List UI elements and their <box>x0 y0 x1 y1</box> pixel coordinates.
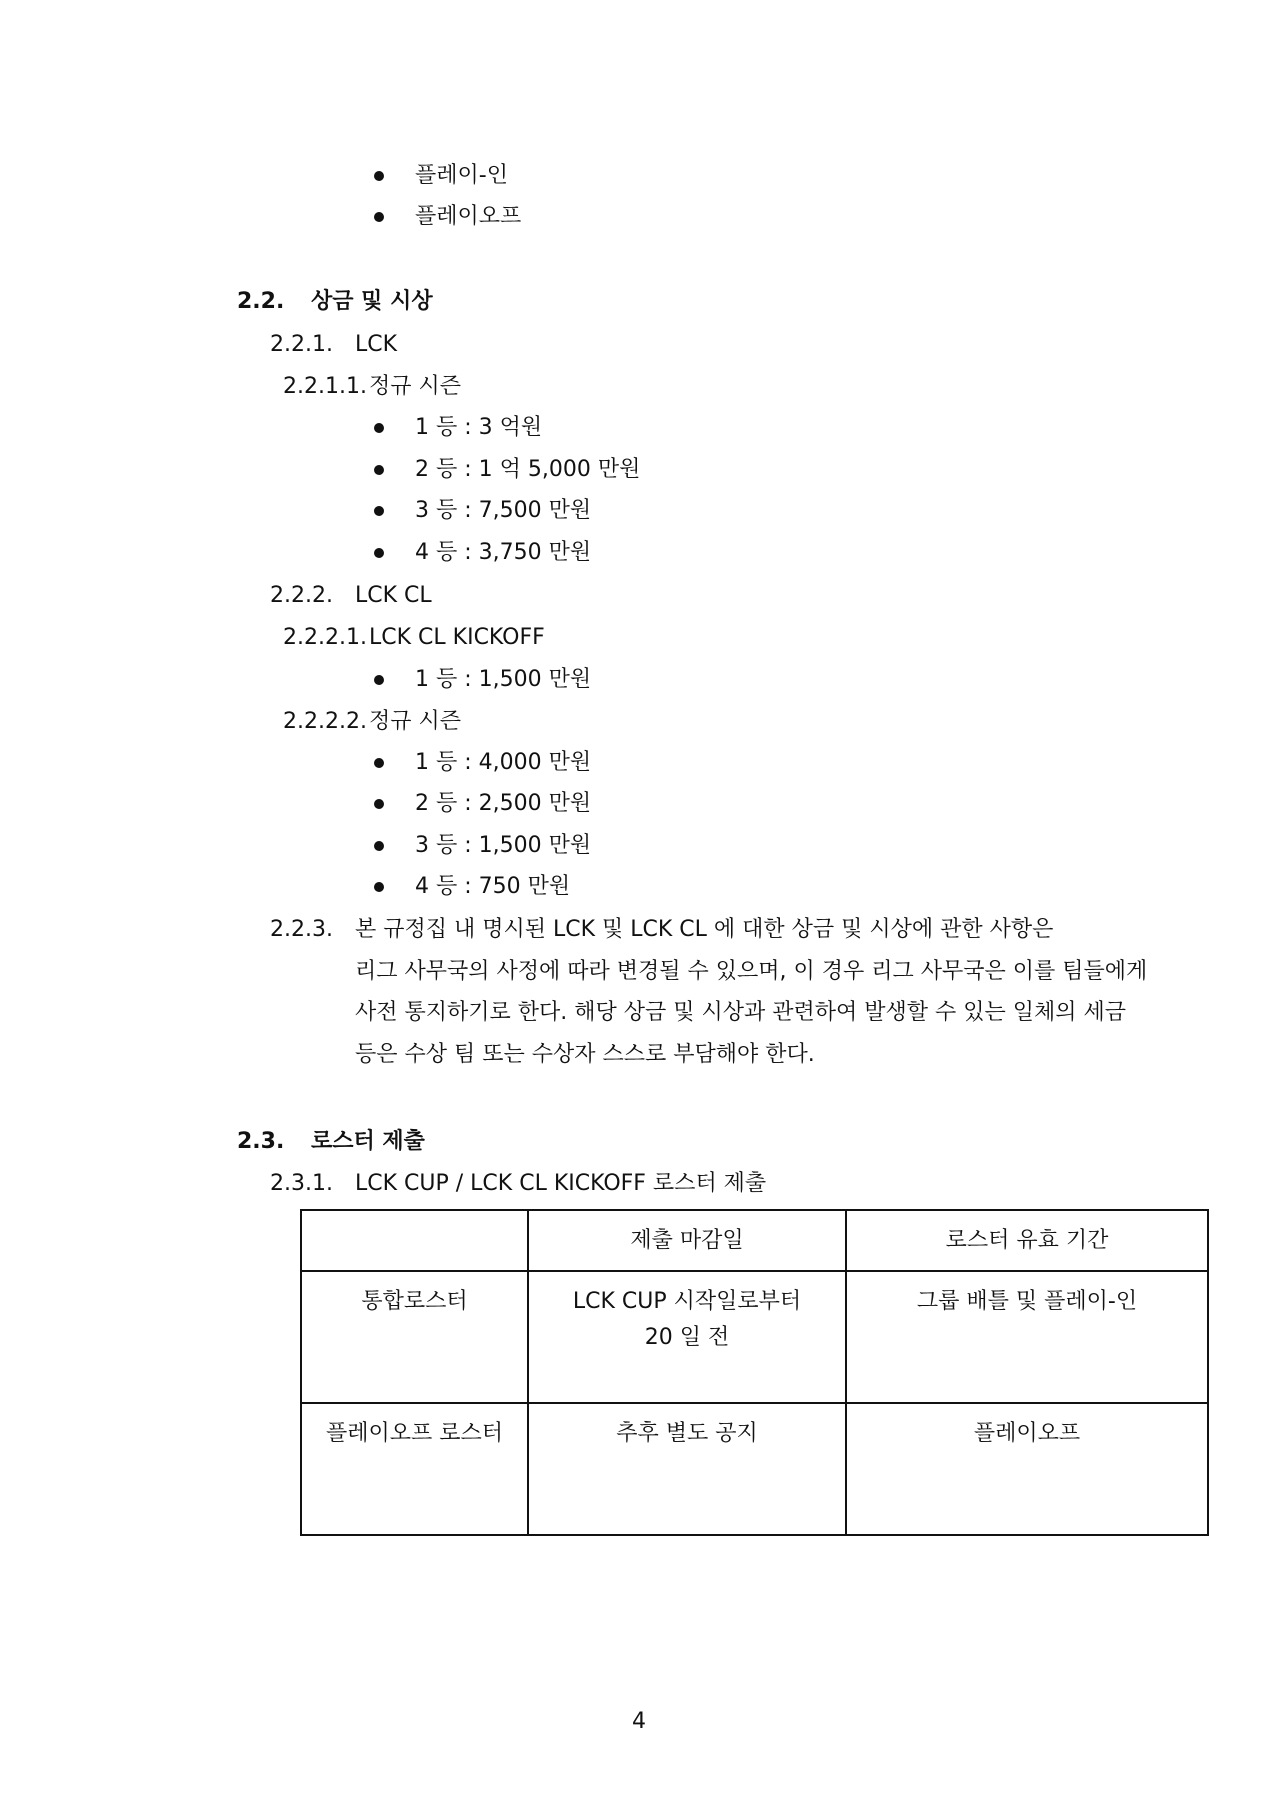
bullet-icon <box>374 758 384 768</box>
prize-item: 2 등 : 1 억 5,000 만원 <box>415 457 641 482</box>
note-line: 본 규정집 내 명시된 LCK 및 LCK CL 에 대한 상금 및 시상에 관한 사항은 <box>355 917 1054 942</box>
prize-item: 3 등 : 7,500 만원 <box>415 498 592 523</box>
subsubsection-title: LCK CL KICKOFF <box>369 625 545 650</box>
subsection-number: 2.2.2. <box>270 583 333 608</box>
prize-item: 4 등 : 750 만원 <box>415 874 571 899</box>
deadline-line: LCK CUP 시작일로부터 <box>572 1289 802 1314</box>
bullet-text: 플레이-인 <box>415 163 508 188</box>
page-number: 4 <box>632 1709 646 1734</box>
table-cell: 플레이오프 <box>846 1403 1208 1535</box>
subsubsection-title: 정규 시즌 <box>369 374 462 399</box>
subsection-number: 2.2.1. <box>270 332 333 357</box>
subsubsection-number: 2.2.2.2. <box>283 709 367 734</box>
subsection-title: LCK <box>355 332 398 357</box>
deadline-line: 20 일 전 <box>644 1325 730 1350</box>
table-cell: 그룹 배틀 및 플레이-인 <box>846 1271 1208 1403</box>
bullet-icon <box>374 506 384 516</box>
subsubsection-number: 2.2.2.1. <box>283 625 367 650</box>
bullet-icon <box>374 675 384 685</box>
bullet-icon <box>374 212 384 222</box>
bullet-icon <box>374 841 384 851</box>
bullet-icon <box>374 423 384 433</box>
subsection-number: 2.2.3. <box>270 917 333 942</box>
table-row <box>301 1271 1208 1403</box>
table-header-cell <box>301 1210 528 1271</box>
table-cell: 플레이오프 로스터 <box>301 1403 528 1535</box>
section-title: 로스터 제출 <box>311 1129 425 1154</box>
section-number: 2.3. <box>237 1129 285 1154</box>
table-cell-deadline <box>528 1271 846 1403</box>
bullet-icon <box>374 548 384 558</box>
prize-item: 1 등 : 1,500 만원 <box>415 667 592 692</box>
subsubsection-number: 2.2.1.1. <box>283 374 367 399</box>
section-title: 상금 및 시상 <box>311 289 433 314</box>
subsection-title: LCK CL <box>355 583 432 608</box>
table-cell-deadline <box>528 1403 846 1535</box>
bullet-text: 플레이오프 <box>415 204 522 229</box>
subsubsection-title: 정규 시즌 <box>369 709 462 734</box>
deadline-line: 추후 별도 공지 <box>616 1421 758 1446</box>
table-cell: 통합로스터 <box>301 1271 528 1403</box>
table-header-cell: 제출 마감일 <box>528 1210 846 1271</box>
prize-item: 1 등 : 3 억원 <box>415 415 543 440</box>
section-number: 2.2. <box>237 289 285 314</box>
note-line: 사전 통지하기로 한다. 해당 상금 및 시상과 관련하여 발생할 수 있는 일체의 세금 <box>355 1000 1126 1025</box>
prize-item: 2 등 : 2,500 만원 <box>415 791 592 816</box>
roster-table <box>300 1209 1209 1536</box>
prize-item: 4 등 : 3,750 만원 <box>415 540 592 565</box>
table-row <box>301 1403 1208 1535</box>
bullet-icon <box>374 799 384 809</box>
note-line: 등은 수상 팀 또는 수상자 스스로 부담해야 한다. <box>355 1042 815 1067</box>
table-header-row <box>301 1210 1208 1271</box>
note-line: 리그 사무국의 사정에 따라 변경될 수 있으며, 이 경우 리그 사무국은 이를 팀들에게 <box>355 959 1148 984</box>
table-header-cell: 로스터 유효 기간 <box>846 1210 1208 1271</box>
prize-item: 3 등 : 1,500 만원 <box>415 833 592 858</box>
prize-item: 1 등 : 4,000 만원 <box>415 750 592 775</box>
subsection-number: 2.3.1. <box>270 1171 333 1196</box>
bullet-icon <box>374 171 384 181</box>
bullet-icon <box>374 465 384 475</box>
subsection-title: LCK CUP / LCK CL KICKOFF 로스터 제출 <box>355 1171 767 1196</box>
bullet-icon <box>374 882 384 892</box>
